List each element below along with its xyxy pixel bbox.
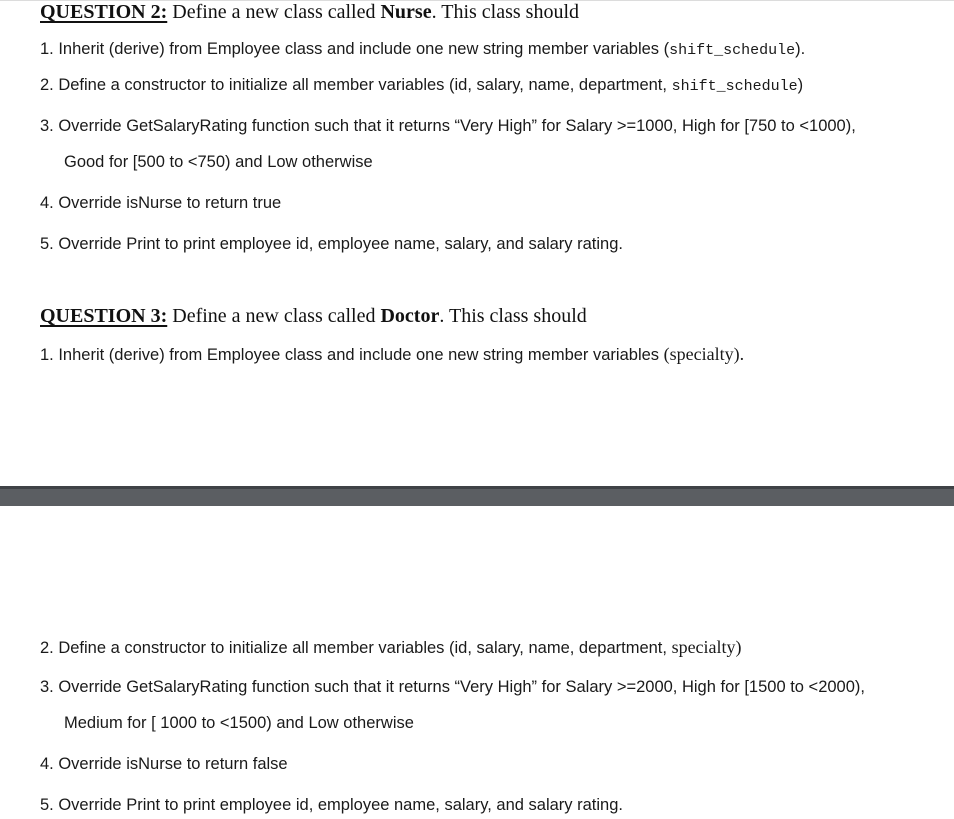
item-text: 2. Define a constructor to initialize all member variables (id, salary, name, department, — [40, 639, 672, 657]
code-text: shift_schedule — [669, 42, 796, 59]
page-separator — [0, 486, 954, 506]
question-2-heading — [40, 1, 579, 24]
question-3-item-1 — [40, 344, 744, 365]
question-3-item-3: 3. Override GetSalaryRating function such that it returns “Very High” for Salary >=2000, High for [1500 to <2000), — [40, 678, 865, 696]
question-2-item-4: 4. Override isNurse to return true — [40, 194, 282, 212]
question-3-intro: Define a new class called — [167, 305, 381, 327]
question-2-item-3-continued: Good for [500 to <750) and Low otherwise — [64, 153, 373, 171]
document-page-2 — [0, 506, 954, 819]
item-text: ). — [795, 40, 806, 58]
question-2-item-3: 3. Override GetSalaryRating function such that it returns “Very High” for Salary >=1000, High for [750 to <1000), — [40, 117, 856, 135]
question-2-item-5: 5. Override Print to print employee id, employee name, salary, and salary rating. — [40, 235, 623, 253]
item-text: ) — [797, 76, 804, 94]
code-text: shift_schedule — [671, 78, 798, 95]
question-3-item-3-continued: Medium for [ 1000 to <1500) and Low otherwise — [64, 714, 414, 732]
item-text: 1. Inherit (derive) from Employee class and include one new string member variables ( — [40, 40, 670, 58]
question-2-intro-end: . This class should — [431, 1, 580, 23]
question-2-class-name: Nurse — [380, 1, 432, 23]
item-text: 1. Inherit (derive) from Employee class and include one new string member variables — [40, 346, 664, 364]
question-2-item-2 — [40, 76, 803, 95]
question-2-item-1 — [40, 40, 805, 59]
question-3-heading — [40, 305, 587, 328]
serif-text: specialty) — [671, 637, 742, 657]
question-3-item-4: 4. Override isNurse to return false — [40, 755, 288, 773]
question-3-label: QUESTION 3: — [40, 305, 168, 327]
serif-text: (specialty). — [663, 344, 745, 364]
question-2-label: QUESTION 2: — [40, 1, 168, 23]
item-text: 2. Define a constructor to initialize all member variables (id, salary, name, department, — [40, 76, 672, 94]
question-3-class-name: Doctor — [380, 305, 440, 327]
question-3-item-2 — [40, 637, 742, 658]
question-2-intro: Define a new class called — [167, 1, 381, 23]
question-3-intro-end: . This class should — [439, 305, 587, 327]
question-3-item-5: 5. Override Print to print employee id, employee name, salary, and salary rating. — [40, 796, 623, 814]
